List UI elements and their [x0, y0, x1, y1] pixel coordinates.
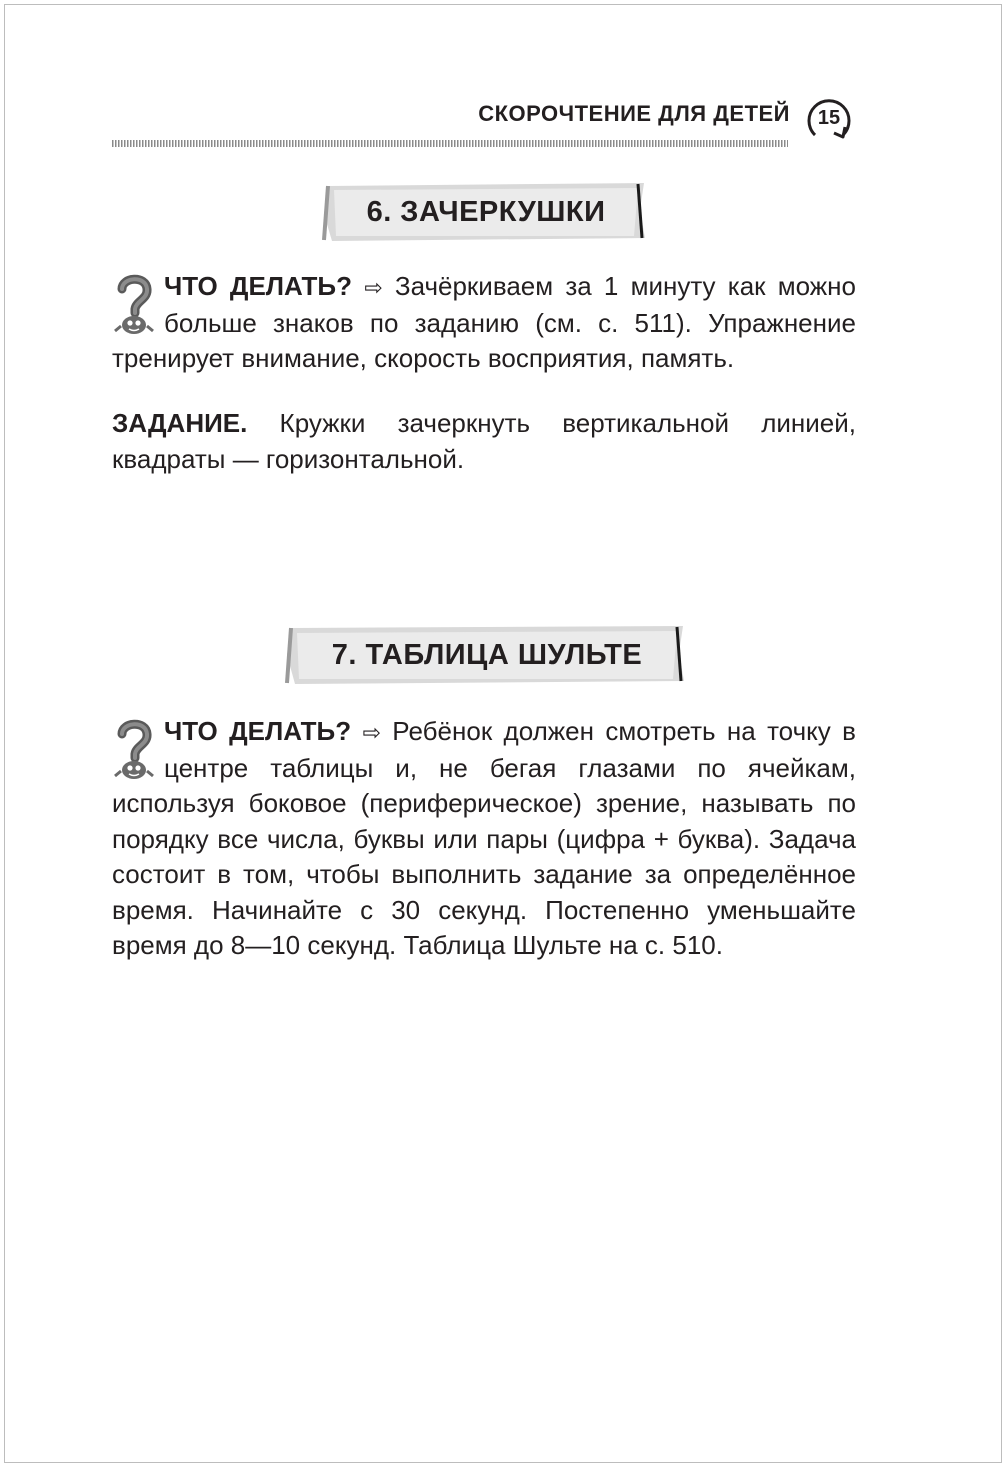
- what-to-do-text: Зачёркиваем за 1 минуту как можно больше знаков по заданию (см. с. 511). Упражнение тренирует внимание, скорость восприятия, память.: [112, 271, 856, 373]
- page-number-badge: [805, 97, 853, 145]
- page-number: 15: [817, 107, 841, 129]
- what-to-do-paragraph-6: [112, 269, 856, 377]
- section-title: 6. ЗАЧЕРКУШКИ: [366, 196, 606, 228]
- task-text: Кружки зачеркнуть вертикальной линией, квадраты — горизонтальной.: [112, 408, 856, 474]
- section-title: 7. ТАБЛИЦА ШУЛЬТЕ: [331, 639, 643, 671]
- task-label: ЗАДАНИЕ.: [112, 408, 248, 438]
- arrow-right-icon: ⇨: [364, 275, 383, 300]
- section-banner-7: [285, 623, 689, 687]
- task-paragraph-6: [112, 406, 856, 477]
- what-to-do-text: Ребёнок должен смотреть на точку в центре таблицы и, не бегая глазами по ячейкам, используя боковое (периферическое) зрение, называть по порядку все числа, буквы или пары (цифра + буква). Задача состоит в том, чтобы выполнить задание за определённое время. Начинайте с 30 секунд. Постепенно уменьшайте время до 8—10 секунд. Таблица Шульте на с. 510.: [112, 716, 856, 960]
- what-to-do-label: ЧТО ДЕЛАТЬ?: [164, 271, 352, 301]
- question-mark-mascot-icon: [112, 716, 156, 782]
- section-banner-6: [322, 180, 650, 244]
- what-to-do-label: ЧТО ДЕЛАТЬ?: [164, 716, 352, 746]
- arrow-right-icon: ⇨: [362, 720, 381, 745]
- running-title: СКОРОЧТЕНИЕ ДЛЯ ДЕТЕЙ: [478, 101, 790, 126]
- question-mark-mascot-icon: [112, 271, 156, 337]
- header-dotted-rule: [112, 140, 788, 147]
- what-to-do-paragraph-7: [112, 714, 856, 964]
